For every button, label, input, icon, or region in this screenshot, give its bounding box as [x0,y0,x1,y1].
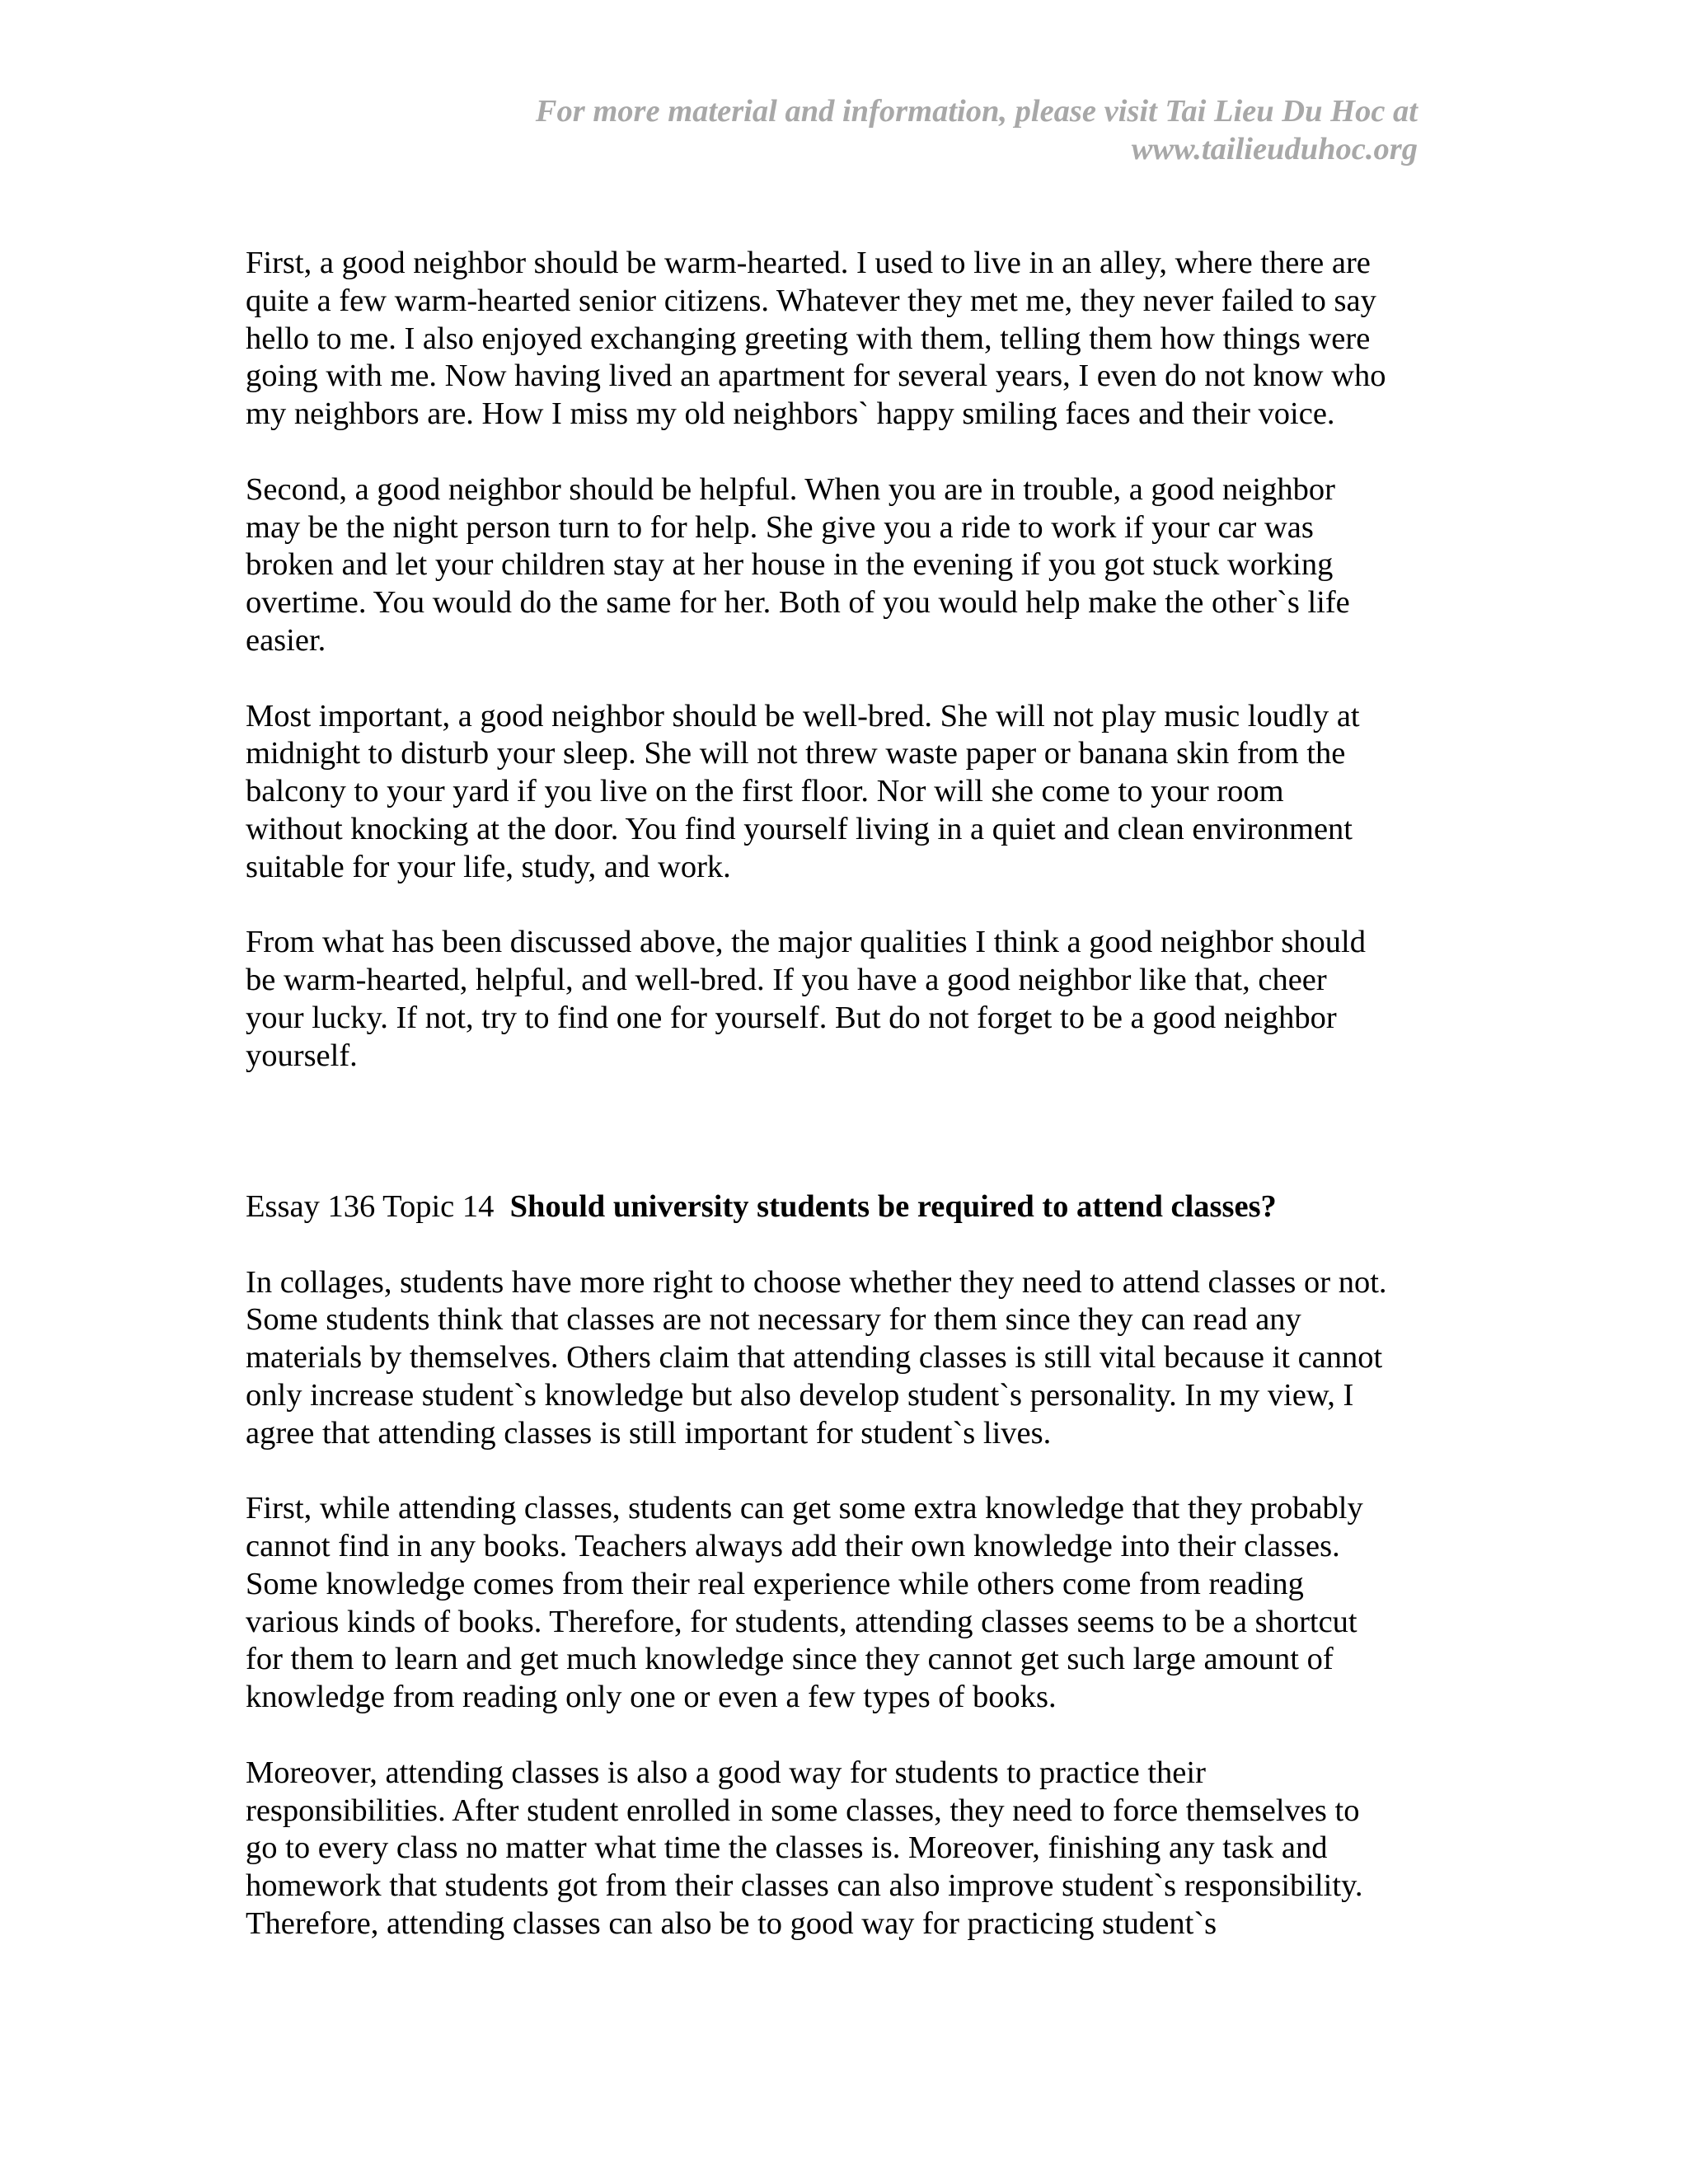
header-url-line: www.tailieuduhoc.org [1131,132,1418,166]
text-line: Therefore, attending classes can also be to good way for practicing student`s [246,1906,1217,1942]
text-line: overtime. You would do the same for her. Both of you would help make the other`s life [246,585,1350,621]
header-line: For more material and information, please visit Tai Lieu Du Hoc at [535,94,1418,129]
text-line: various kinds of books. Therefore, for students, attending classes seems to be a shortcut [246,1604,1357,1639]
text-line: Most important, a good neighbor should be well-bred. She will not play music loudly at [246,698,1360,733]
page-header [346,92,1418,168]
text-line: go to every class no matter what time the classes is. Moreover, finishing any task and [246,1830,1328,1866]
text-line: for them to learn and get much knowledge since they cannot get such large amount of [246,1642,1334,1677]
document-body [246,245,1449,1981]
essay-label: Essay 136 Topic 14 [246,1188,495,1224]
text-line: midnight to disturb your sleep. She will not threw waste paper or banana skin from the [246,736,1346,771]
text-line: knowledge from reading only one or even a few types of books. [246,1680,1057,1715]
paragraph-warm-hearted [246,245,1449,434]
paragraph-responsibilities [246,1755,1449,1943]
text-line: In collages, students have more right to choose whether they need to attend classes or not. [246,1264,1387,1300]
text-line: responsibilities. After student enrolled in some classes, they need to force themselves to [246,1793,1360,1828]
text-line: suitable for your life, study, and work. [246,849,731,884]
text-line: Some students think that classes are not necessary for them since they can read any [246,1302,1301,1338]
text-line: materials by themselves. Others claim that attending classes is still vital because it cannot [246,1340,1383,1376]
text-line: your lucky. If not, try to find one for yourself. But do not forget to be a good neighbor [246,1000,1337,1035]
text-line: quite a few warm-hearted senior citizens. Whatever they met me, they never failed to say [246,283,1376,318]
text-line: agree that attending classes is still important for student`s lives. [246,1415,1052,1451]
text-line: may be the night person turn to for help. She give you a ride to work if your car was [246,509,1314,545]
text-line: balcony to your yard if you live on the first floor. Nor will she come to your room [246,774,1284,809]
text-line: broken and let your children stay at her house in the evening if you got stuck working [246,547,1334,583]
text-line: going with me. Now having lived an apartment for several years, I even do not know who [246,359,1386,394]
paragraph-well-bred [246,698,1449,887]
paragraph-helpful [246,471,1449,660]
text-line: Second, a good neighbor should be helpful. When you are in trouble, a good neighbor [246,471,1335,507]
text-line: only increase student`s knowledge but also develop student`s personality. In my view, I [246,1377,1354,1413]
text-line: hello to me. I also enjoyed exchanging greeting with them, telling them how things were [246,321,1371,356]
text-line: homework that students got from their classes can also improve student`s responsibility. [246,1868,1363,1904]
text-line: First, while attending classes, students can get some extra knowledge that they probably [246,1491,1363,1526]
essay-heading [246,1188,1449,1226]
paragraph-extra-knowledge [246,1490,1449,1717]
text-line: Moreover, attending classes is also a good way for students to practice their [246,1755,1206,1790]
text-line: easier. [246,622,326,658]
text-line: From what has been discussed above, the major qualities I think a good neighbor should [246,925,1367,960]
section-spacer [246,1113,1449,1188]
paragraph-introduction [246,1264,1449,1453]
essay-title: Should university students be required to attend classes? [509,1188,1277,1224]
text-line: be warm-hearted, helpful, and well-bred. If you have a good neighbor like that, cheer [246,963,1327,998]
text-line: First, a good neighbor should be warm-hearted. I used to live in an alley, where there are [246,246,1371,280]
text-line: my neighbors are. How I miss my old neighbors` happy smiling faces and their voice. [246,396,1335,432]
text-line: Some knowledge comes from their real experience while others come from reading [246,1566,1304,1601]
text-line: cannot find in any books. Teachers always add their own knowledge into their classes. [246,1529,1340,1564]
paragraph-conclusion [246,924,1449,1075]
text-line: without knocking at the door. You find yourself living in a quiet and clean environment [246,811,1353,846]
text-line: yourself. [246,1038,358,1073]
